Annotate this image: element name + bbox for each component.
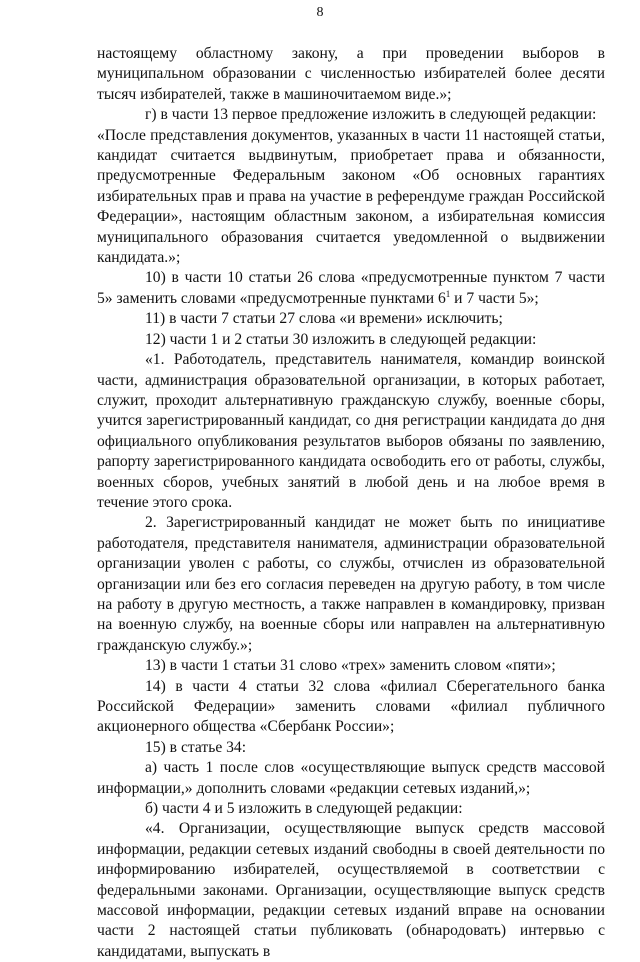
paragraph: г) в части 13 первое предложение изложить в следующей редакции:	[145, 106, 597, 124]
paragraph-text: и 7 части 5»;	[450, 289, 539, 307]
paragraph: 2. Зарегистрированный кандидат не может быть по инициативе работодателя, представителя нанимателя, администрации образовательной организации уволен с работы, со службы, отчислен из образовательной организации или без его согласия переведен на другую работу, в том числе на работу в другую местность, а также направлен в командировку, призван на военную службу, на военные сборы или направлен на альтернативную гражданскую службу.»;	[97, 514, 605, 654]
paragraph: «4. Организации, осуществляющие выпуск средств массовой информации, редакции сетевых изданий свободны в своей деятельности по информированию избирателей, осуществляемой в соответствии с федеральными законами. Организации, осуществляющие выпуск средств массовой информации, редакции сетевых изданий вправе на основании части 2 настоящей статьи публиковать (обнародовать) интервью с кандидатами, выпускать в	[97, 820, 605, 960]
superscript: 1	[445, 288, 451, 299]
paragraph: а) часть 1 после слов «осуществляющие выпуск средств массовой информации,» дополнить словами «редакции сетевых изданий,»;	[97, 759, 605, 797]
page-number: 8	[316, 5, 324, 20]
paragraph: 11) в части 7 статьи 27 слова «и времени» исключить;	[145, 310, 503, 328]
paragraph-text: 10) в части 10 статьи 26 слова «предусмотренные пунктом 7 части 5» заменить словами «предусмотренные пунктами 6	[97, 269, 605, 307]
paragraph: «1. Работодатель, представитель нанимателя, командир воинской части, администрация образовательной организации, в которых работает, служит, проходит альтернативную гражданскую службу, военные сборы, учится зарегистрированный кандидат, со дня регистрации кандидата до дня официального опубликования результатов выборов обязаны по заявлению, рапорту зарегистрированного кандидата освободить его от работы, службы, военных сборов, учебных занятий в любой день и на любое время в течение этого срока.	[97, 351, 605, 511]
document-body	[97, 44, 605, 962]
paragraph: 14) в части 4 статьи 32 слова «филиал Сберегательного банка Российской Федерации» заменить словами «филиал публичного акционерного общества «Сбербанк России»;	[97, 677, 605, 736]
paragraph: б) части 4 и 5 изложить в следующей редакции:	[145, 800, 463, 818]
paragraph: 15) в статье 34:	[145, 738, 247, 756]
paragraph: 13) в части 1 статьи 31 слово «трех» заменить словом «пяти»;	[145, 657, 556, 675]
paragraph: «После представления документов, указанных в части 11 настоящей статьи, кандидат считается выдвинутым, приобретает права и обязанности, предусмотренные Федеральным законом «Об основных гарантиях избирательных прав и права на участие в референдуме граждан Российской Федерации», настоящим областным законом, а избирательная комиссия муниципального образования считается уведомленной о выдвижении кандидата.»;	[97, 126, 605, 267]
paragraph: настоящему областному закону, а при проведении выборов в муниципальном образовании с численностью избирателей более десяти тысяч избирателей, также в машиночитаемом виде.»;	[97, 45, 605, 103]
paragraph: 12) части 1 и 2 статьи 30 изложить в следующей редакции:	[145, 330, 537, 348]
paragraph	[97, 268, 605, 309]
